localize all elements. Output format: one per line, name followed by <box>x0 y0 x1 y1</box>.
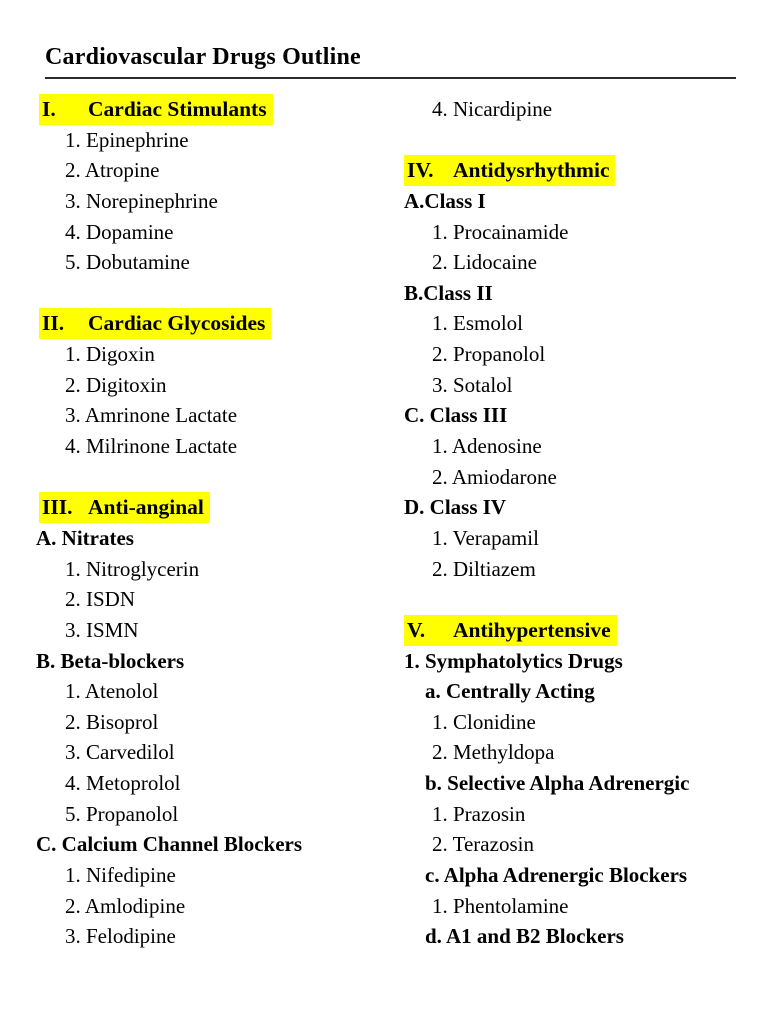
outline-subheading: D. Class IV <box>404 495 507 520</box>
outline-item: 1. Atenolol <box>65 679 159 704</box>
outline-numbered-heading: 1. Symphatolytics Drugs <box>404 648 623 673</box>
outline-item: 2. Lidocaine <box>432 250 537 275</box>
outline-item: 1. Epinephrine <box>65 127 189 152</box>
heading-highlight <box>39 94 273 125</box>
outline-item: 2. Terazosin <box>432 832 534 857</box>
blank-line <box>36 462 384 493</box>
outline-item: 3. Amrinone Lactate <box>65 403 238 428</box>
outline-section-heading <box>404 155 760 186</box>
section-numeral: IV. <box>407 158 434 183</box>
outline-item: 5. Dobutamine <box>65 250 190 275</box>
section-numeral: I. <box>42 97 56 121</box>
section-title: Cardiac Glycosides <box>88 311 266 336</box>
outline-section-heading <box>39 308 384 339</box>
outline-item: 1. Adenosine <box>432 434 542 459</box>
outline-letter-subheading: d. A1 and B2 Blockers <box>425 924 624 949</box>
outline-section-heading <box>39 492 384 523</box>
outline-subheading: B.Class II <box>404 280 493 305</box>
outline-item: 3. Felodipine <box>65 924 176 949</box>
section-title: Antidysrhythmic <box>453 158 610 183</box>
heading-highlight <box>39 308 271 339</box>
outline-item: 3. Carvedilol <box>65 740 175 765</box>
outline-item: 1. Nifedipine <box>65 863 176 888</box>
heading-highlight <box>404 615 617 646</box>
outline-subheading: A.Class I <box>404 188 486 213</box>
page-title: Cardiovascular Drugs Outline <box>45 44 361 70</box>
outline-item: 4. Dopamine <box>65 219 174 244</box>
outline-item: 3. Norepinephrine <box>65 188 218 213</box>
outline-item: 1. Phentolamine <box>432 893 569 918</box>
outline-subheading: C. Calcium Channel Blockers <box>36 832 303 857</box>
section-title: Anti-anginal <box>88 495 204 520</box>
outline-letter-subheading: b. Selective Alpha Adrenergic <box>425 771 690 796</box>
outline-item: 3. Sotalol <box>432 372 513 397</box>
outline-item: 4. Nicardipine <box>432 97 553 121</box>
blank-line <box>404 584 760 615</box>
outline-letter-subheading: a. Centrally Acting <box>425 679 595 704</box>
outline-section-heading <box>39 94 384 125</box>
section-numeral: III. <box>42 495 73 520</box>
outline-item: 2. Bisoprol <box>65 709 159 734</box>
outline-item: 4. Milrinone Lactate <box>65 434 238 459</box>
outline-item: 2. Amiodarone <box>432 464 557 489</box>
outline-item: 2. Propanolol <box>432 342 546 367</box>
outline-item: 1. Esmolol <box>432 311 524 336</box>
outline-item: 2. Diltiazem <box>432 556 536 581</box>
outline-item: 1. Prazosin <box>432 801 526 826</box>
outline-item: 2. Digitoxin <box>65 372 167 397</box>
outline-item: 2. ISDN <box>65 587 136 612</box>
outline-item: 1. Procainamide <box>432 219 569 244</box>
heading-highlight <box>404 155 615 186</box>
blank-line <box>404 125 760 156</box>
outline-item: 2. Methyldopa <box>432 740 555 765</box>
outline-letter-subheading: c. Alpha Adrenergic Blockers <box>425 863 688 888</box>
outline-subheading: A. Nitrates <box>36 525 134 550</box>
outline-item: 1. Verapamil <box>432 525 539 550</box>
blank-line <box>36 278 384 309</box>
section-title: Cardiac Stimulants <box>88 97 267 121</box>
outline-subheading: B. Beta-blockers <box>36 648 185 673</box>
outline-item: 4. Metoprolol <box>65 771 181 796</box>
title-underline-rule <box>45 77 736 79</box>
outline-column-right <box>404 94 760 952</box>
outline-item: 1. Clonidine <box>432 709 536 734</box>
outline-item: 2. Amlodipine <box>65 893 186 918</box>
outline-item: 3. ISMN <box>65 617 139 642</box>
outline-column-left <box>36 94 384 952</box>
outline-item: 1. Nitroglycerin <box>65 556 200 581</box>
outline-item: 1. Digoxin <box>65 342 155 367</box>
outline-section-heading <box>404 615 760 646</box>
heading-highlight <box>39 492 210 523</box>
outline-subheading: C. Class III <box>404 403 508 428</box>
outline-item: 2. Atropine <box>65 158 160 183</box>
section-numeral: V. <box>407 617 426 642</box>
section-title: Antihypertensive <box>453 617 611 642</box>
outline-item: 5. Propanolol <box>65 801 179 826</box>
section-numeral: II. <box>42 311 65 336</box>
